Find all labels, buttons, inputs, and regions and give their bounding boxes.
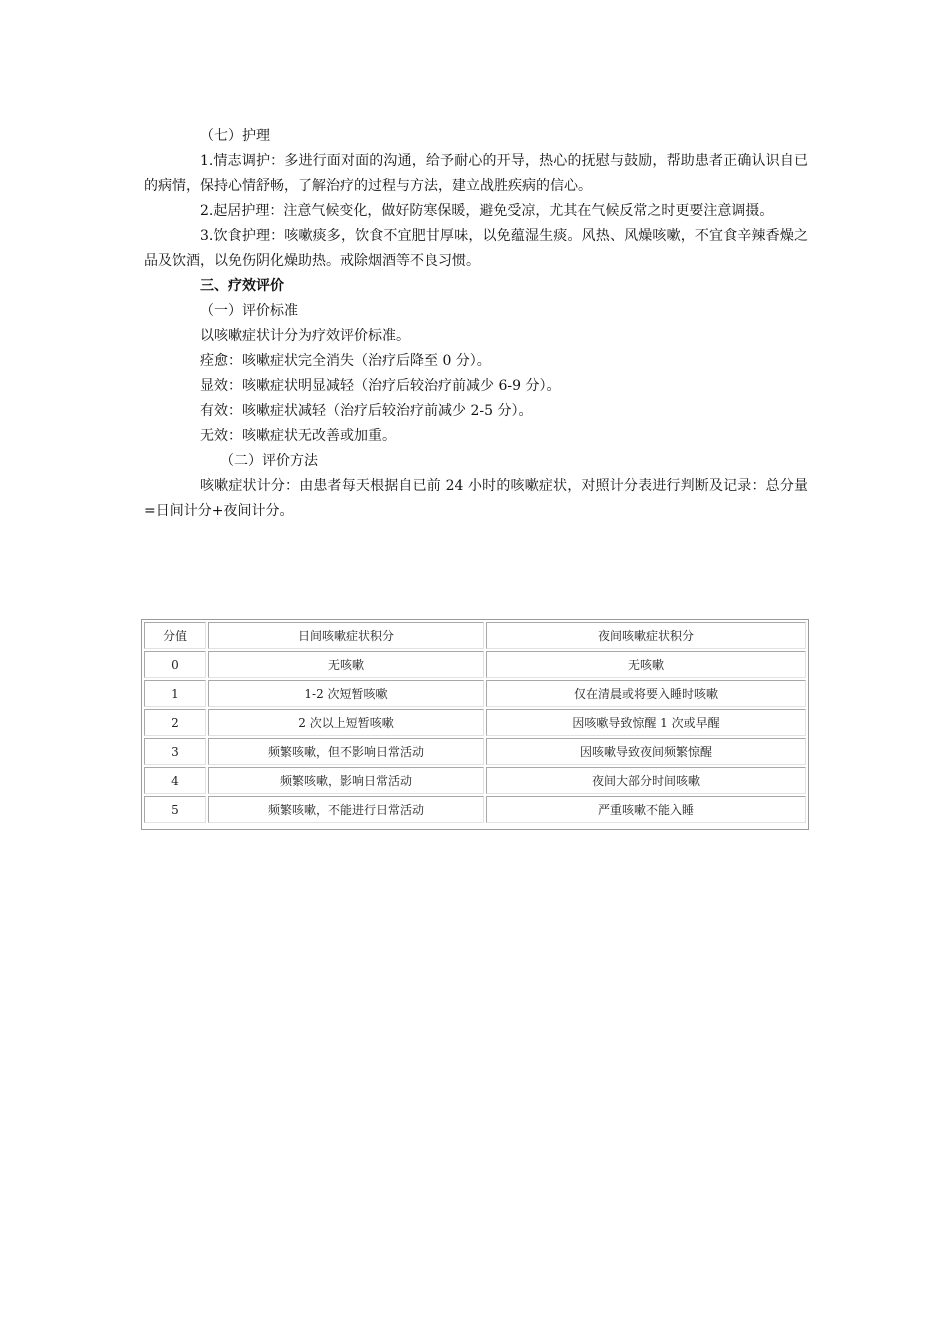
cell-daytime: 无咳嗽	[208, 651, 484, 678]
cell-score: 4	[144, 767, 206, 794]
criteria-marked: 显效：咳嗽症状明显减轻（治疗后较治疗前减少 6-9 分）。	[200, 378, 561, 394]
cell-daytime: 2 次以上短暂咳嗽	[208, 709, 484, 736]
criteria-ineffective: 无效：咳嗽症状无改善或加重。	[200, 428, 396, 444]
paragraph-emotional-care: 1.情志调护：多进行面对面的沟通，给予耐心的开导，热心的抚慰与鼓励，帮助患者正确认识自已的病情，保持心情舒畅，了解治疗的过程与方法，建立战胜疾病的信心。	[144, 153, 808, 194]
cell-nighttime: 因咳嗽导致惊醒 1 次或早醒	[486, 709, 806, 736]
table-header-row	[144, 622, 806, 649]
header-score: 分值	[144, 622, 206, 649]
cell-nighttime: 严重咳嗽不能入睡	[486, 796, 806, 823]
header-nighttime: 夜间咳嗽症状积分	[486, 622, 806, 649]
subheading-criteria: （一）评价标准	[200, 303, 298, 319]
cell-score: 3	[144, 738, 206, 765]
cell-nighttime: 夜间大部分时间咳嗽	[486, 767, 806, 794]
table-row	[144, 651, 806, 678]
table-row	[144, 796, 806, 823]
paragraph-daily-care: 2.起居护理：注意气候变化，做好防寒保暖，避免受凉，尤其在气候反常之时更要注意调摄。	[200, 203, 774, 219]
cell-daytime: 1-2 次短暂咳嗽	[208, 680, 484, 707]
paragraph-scoring-method: 咳嗽症状计分：由患者每天根据自已前 24 小时的咳嗽症状，对照计分表进行判断及记录：总分量=日间计分+夜间计分。	[144, 478, 808, 519]
section-heading-efficacy: 三、疗效评价	[200, 278, 284, 294]
document-body	[144, 124, 808, 524]
cell-daytime: 频繁咳嗽，但不影响日常活动	[208, 738, 484, 765]
cell-nighttime: 因咳嗽导致夜间频繁惊醒	[486, 738, 806, 765]
cell-score: 5	[144, 796, 206, 823]
score-table-frame	[141, 619, 809, 830]
cough-score-table	[142, 620, 808, 825]
section-heading-nursing: （七）护理	[200, 128, 270, 144]
criteria-cured: 痊愈：咳嗽症状完全消失（治疗后降至 0 分）。	[200, 353, 491, 369]
paragraph-diet-care: 3.饮食护理：咳嗽痰多，饮食不宜肥甘厚味，以免蕴湿生痰。风热、风燥咳嗽，不宜食辛辣香燥之品及饮酒，以免伤阴化燥助热。戒除烟酒等不良习惯。	[144, 228, 808, 269]
header-daytime: 日间咳嗽症状积分	[208, 622, 484, 649]
table-row	[144, 738, 806, 765]
criteria-intro: 以咳嗽症状计分为疗效评价标准。	[200, 328, 410, 344]
cell-daytime: 频繁咳嗽，影响日常活动	[208, 767, 484, 794]
cell-nighttime: 仅在清晨或将要入睡时咳嗽	[486, 680, 806, 707]
subheading-method: （二）评价方法	[220, 453, 318, 469]
cell-daytime: 频繁咳嗽，不能进行日常活动	[208, 796, 484, 823]
criteria-effective: 有效：咳嗽症状减轻（治疗后较治疗前减少 2-5 分）。	[200, 403, 533, 419]
cell-score: 2	[144, 709, 206, 736]
cell-score: 1	[144, 680, 206, 707]
cell-nighttime: 无咳嗽	[486, 651, 806, 678]
table-row	[144, 767, 806, 794]
table-row	[144, 680, 806, 707]
table-row	[144, 709, 806, 736]
cell-score: 0	[144, 651, 206, 678]
